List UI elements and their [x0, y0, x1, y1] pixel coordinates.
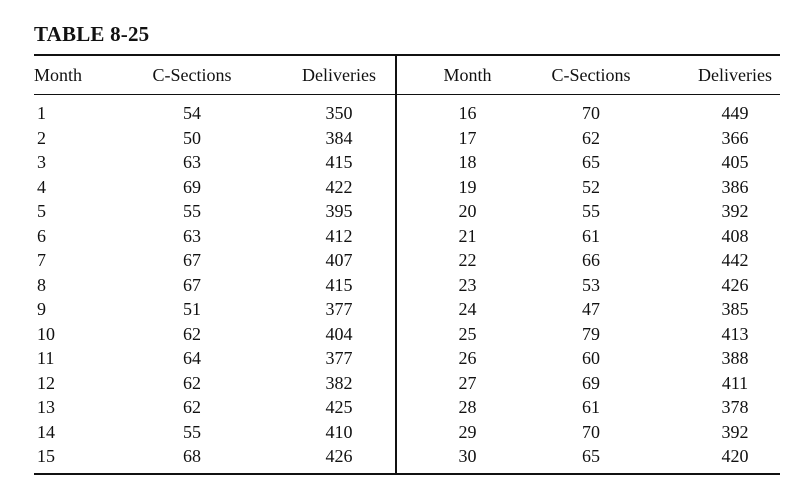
bottom-rule	[34, 473, 780, 475]
cell-csections-left: 63	[183, 225, 201, 246]
cell-deliveries-left: 415	[325, 152, 353, 172]
cell-deliveries-right: 378	[721, 397, 749, 417]
cell-month-right: 20	[458, 201, 477, 221]
table-row	[0, 199, 796, 224]
cell-month-right: 24	[458, 299, 477, 319]
cell-month-right: 30	[458, 446, 477, 466]
top-rule	[34, 54, 780, 56]
cell-month-left: 4	[37, 176, 46, 197]
cell-month-left: 3	[37, 152, 46, 172]
header-month-left: Month	[34, 65, 83, 85]
cell-month-right: 23	[458, 274, 477, 295]
cell-csections-left: 62	[183, 323, 201, 344]
cell-deliveries-right: 411	[721, 372, 749, 393]
table-row	[0, 126, 796, 151]
table-row	[0, 297, 796, 322]
cell-deliveries-right: 442	[721, 250, 749, 270]
table-row	[0, 371, 796, 396]
cell-month-left: 8	[37, 274, 46, 295]
table-row	[0, 150, 796, 175]
cell-csections-right: 47	[582, 299, 600, 319]
cell-month-left: 15	[37, 446, 55, 466]
header-deliveries-right: Deliveries	[698, 65, 772, 85]
cell-csections-right: 70	[582, 103, 600, 123]
table-row	[0, 101, 796, 126]
cell-csections-right: 52	[582, 176, 600, 197]
cell-month-left: 6	[37, 225, 46, 246]
cell-deliveries-right: 385	[721, 299, 749, 319]
header-month-right: Month	[443, 65, 492, 85]
cell-csections-left: 64	[183, 348, 201, 368]
cell-csections-right: 53	[582, 274, 600, 295]
cell-month-right: 25	[458, 323, 477, 344]
cell-csections-right: 62	[582, 127, 600, 148]
cell-deliveries-right: 408	[721, 225, 749, 246]
cell-deliveries-right: 420	[721, 446, 749, 466]
cell-csections-left: 67	[183, 274, 201, 295]
header-deliveries-left: Deliveries	[302, 65, 376, 85]
header-csections-right: C-Sections	[551, 65, 631, 85]
cell-csections-left: 63	[183, 152, 201, 172]
cell-csections-left: 62	[183, 397, 201, 417]
cell-month-right: 29	[458, 421, 477, 442]
cell-month-left: 9	[37, 299, 46, 319]
cell-month-left: 1	[37, 103, 46, 123]
cell-deliveries-right: 386	[721, 176, 749, 197]
cell-deliveries-left: 377	[325, 348, 353, 368]
cell-deliveries-left: 350	[325, 103, 353, 123]
cell-month-left: 13	[37, 397, 55, 417]
cell-csections-right: 60	[582, 348, 600, 368]
header-csections-left: C-Sections	[152, 65, 232, 85]
cell-month-left: 14	[37, 421, 55, 442]
cell-csections-left: 62	[183, 372, 201, 393]
cell-deliveries-right: 413	[721, 323, 749, 344]
cell-month-left: 7	[37, 250, 46, 270]
cell-deliveries-right: 392	[721, 201, 749, 221]
cell-csections-right: 61	[582, 225, 600, 246]
table-body	[0, 101, 796, 469]
cell-month-left: 5	[37, 201, 46, 221]
cell-month-left: 2	[37, 127, 46, 148]
cell-deliveries-left: 407	[325, 250, 353, 270]
cell-month-right: 18	[458, 152, 477, 172]
cell-deliveries-left: 377	[325, 299, 353, 319]
table-row	[0, 175, 796, 200]
cell-deliveries-right: 388	[721, 348, 749, 368]
cell-deliveries-left: 404	[325, 323, 353, 344]
cell-deliveries-right: 366	[721, 127, 749, 148]
cell-csections-left: 51	[183, 299, 201, 319]
header-rule	[34, 94, 780, 95]
cell-month-left: 11	[37, 348, 55, 368]
cell-csections-right: 65	[582, 152, 600, 172]
cell-month-right: 28	[458, 397, 477, 417]
cell-deliveries-left: 382	[325, 372, 353, 393]
table-row	[0, 322, 796, 347]
cell-csections-left: 50	[183, 127, 201, 148]
cell-month-right: 22	[458, 250, 477, 270]
cell-deliveries-left: 415	[325, 274, 353, 295]
cell-deliveries-left: 422	[325, 176, 353, 197]
cell-deliveries-left: 426	[325, 446, 353, 466]
cell-deliveries-right: 449	[721, 103, 749, 123]
cell-csections-left: 67	[183, 250, 201, 270]
cell-csections-left: 69	[183, 176, 201, 197]
cell-deliveries-right: 426	[721, 274, 749, 295]
cell-month-right: 21	[458, 225, 477, 246]
table-title: TABLE 8-25	[34, 22, 150, 46]
cell-deliveries-left: 410	[325, 421, 353, 442]
cell-csections-left: 68	[183, 446, 201, 466]
cell-deliveries-left: 384	[325, 127, 353, 148]
cell-csections-right: 70	[582, 421, 600, 442]
cell-csections-right: 79	[582, 323, 600, 344]
cell-csections-right: 55	[582, 201, 600, 221]
table-row	[0, 420, 796, 445]
cell-month-left: 12	[37, 372, 55, 393]
table-row	[0, 248, 796, 273]
cell-csections-left: 54	[183, 103, 201, 123]
cell-deliveries-left: 425	[325, 397, 353, 417]
cell-month-right: 16	[458, 103, 477, 123]
cell-month-right: 19	[458, 176, 477, 197]
cell-deliveries-left: 412	[325, 225, 353, 246]
cell-csections-left: 55	[183, 201, 201, 221]
table-row	[0, 224, 796, 249]
cell-csections-right: 66	[582, 250, 600, 270]
table-row	[0, 346, 796, 371]
cell-deliveries-right: 392	[721, 421, 749, 442]
cell-csections-right: 69	[582, 372, 600, 393]
cell-month-right: 27	[458, 372, 477, 393]
table-row	[0, 395, 796, 420]
cell-csections-right: 61	[582, 397, 600, 417]
cell-month-right: 26	[458, 348, 477, 368]
table-header	[0, 62, 796, 88]
cell-csections-right: 65	[582, 446, 600, 466]
cell-month-right: 17	[458, 127, 477, 148]
table-row	[0, 444, 796, 469]
cell-deliveries-right: 405	[721, 152, 749, 172]
cell-deliveries-left: 395	[325, 201, 353, 221]
table-row	[0, 273, 796, 298]
cell-month-left: 10	[37, 323, 55, 344]
cell-csections-left: 55	[183, 421, 201, 442]
